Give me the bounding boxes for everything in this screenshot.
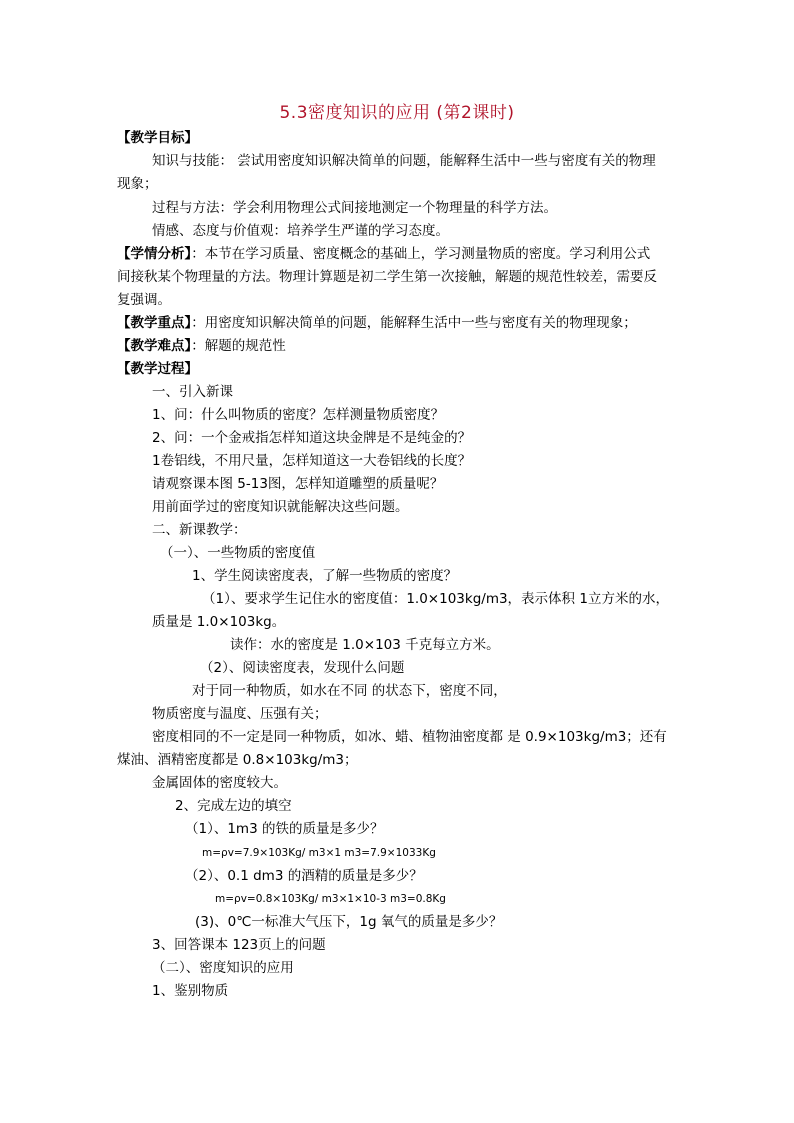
document-title: 5.3密度知识的应用 (第2课时) (279, 103, 515, 123)
exercise-1-formula: m=ρv=7.9×103Kg/ m3×1 m3=7.9×1033Kg (202, 847, 436, 859)
observation-1: 对于同一种物质，如水在不同 的状态下，密度不同， (192, 683, 507, 699)
analysis-cont-2: 复强调。 (117, 292, 171, 308)
difficulty-label: 【教学难点】 (117, 338, 192, 354)
part-1-item-3: 3、回答课本 123页上的问题 (152, 937, 326, 953)
water-density-reading: 读作：水的密度是 1.0×103 千克每立方米。 (230, 637, 500, 653)
part-2-item-1: 1、鉴别物质 (152, 983, 229, 999)
question-4: 请观察课本图 5-13图，怎样知道雕塑的质量呢？ (152, 476, 444, 492)
analysis-label: 【学情分析】 (117, 246, 192, 262)
process-heading: 【教学过程】 (117, 361, 198, 377)
analysis-text: ：本节在学习质量、密度概念的基础上，学习测量物质的密度。学习利用公式 (191, 246, 651, 262)
exercise-2: （2）、0.1 dm3 的酒精的质量是多少？ (185, 868, 423, 884)
objective-knowledge: 知识与技能： 尝试用密度知识解决简单的问题，能解释生活中一些与密度有关的物理 (152, 153, 656, 169)
keypoint-line (117, 313, 637, 333)
exercise-1: （1）、1m3 的铁的质量是多少？ (185, 821, 384, 837)
keypoint-label: 【教学重点】 (117, 315, 192, 331)
analysis-line (117, 244, 650, 264)
question-1: 1、问：什么叫物质的密度？怎样测量物质密度？ (152, 407, 445, 423)
part-1-item-1-1: （1）、要求学生记住水的密度值：1.0×103kg/m3，表示体积 1立方米的水， (202, 591, 669, 607)
observation-3-cont: 煤油、酒精密度都是 0.8×103kg/m3； (117, 752, 358, 768)
objectives-heading: 【教学目标】 (117, 130, 198, 146)
question-3: 1卷铝线，不用尺量，怎样知道这一大卷铝线的长度？ (152, 453, 472, 469)
exercise-2-formula: m=ρv=0.8×103Kg/ m3×1×10-3 m3=0.8Kg (215, 893, 446, 905)
difficulty-line (117, 336, 286, 356)
exercise-3: (3)、0℃一标准大气压下，1g 氧气的质量是多少？ (195, 914, 503, 930)
analysis-cont-1: 间接秋某个物理量的方法。物理计算题是初二学生第一次接触，解题的规范性较差，需要反 (117, 269, 657, 285)
objective-knowledge-cont: 现象； (117, 176, 158, 192)
objective-emotion: 情感、态度与价值观：培养学生严谨的学习态度。 (152, 223, 449, 239)
difficulty-text: ：解题的规范性 (191, 338, 286, 354)
observation-2: 物质密度与温度、压强有关； (152, 706, 328, 722)
objective-process: 过程与方法：学会利用物理公式间接地测定一个物理量的科学方法。 (152, 200, 557, 216)
part-1-heading: （一）、一些物质的密度值 (160, 545, 316, 561)
question-5: 用前面学过的密度知识就能解决这些问题。 (152, 499, 409, 515)
observation-3: 密度相同的不一定是同一种物质，如冰、蜡、植物油密度都 是 0.9×103kg/m3；还有 (152, 729, 667, 745)
part-1-item-2: 2、完成左边的填空 (175, 798, 292, 814)
part-1-item-1-1-cont: 质量是 1.0×103kg。 (152, 614, 286, 630)
observation-4: 金属固体的密度较大。 (152, 775, 287, 791)
section-2: 二、新课教学： (152, 522, 247, 538)
keypoint-text: ：用密度知识解决简单的问题，能解释生活中一些与密度有关的物理现象； (191, 315, 637, 331)
part-1-item-1: 1、学生阅读密度表，了解一些物质的密度？ (192, 568, 458, 584)
section-1: 一、引入新课 (152, 384, 233, 400)
part-1-item-1-2: （2）、阅读密度表，发现什么问题 (200, 660, 405, 676)
part-2-heading: （二）、密度知识的应用 (152, 960, 294, 976)
question-2: 2、问：一个金戒指怎样知道这块金牌是不是纯金的？ (152, 430, 472, 446)
